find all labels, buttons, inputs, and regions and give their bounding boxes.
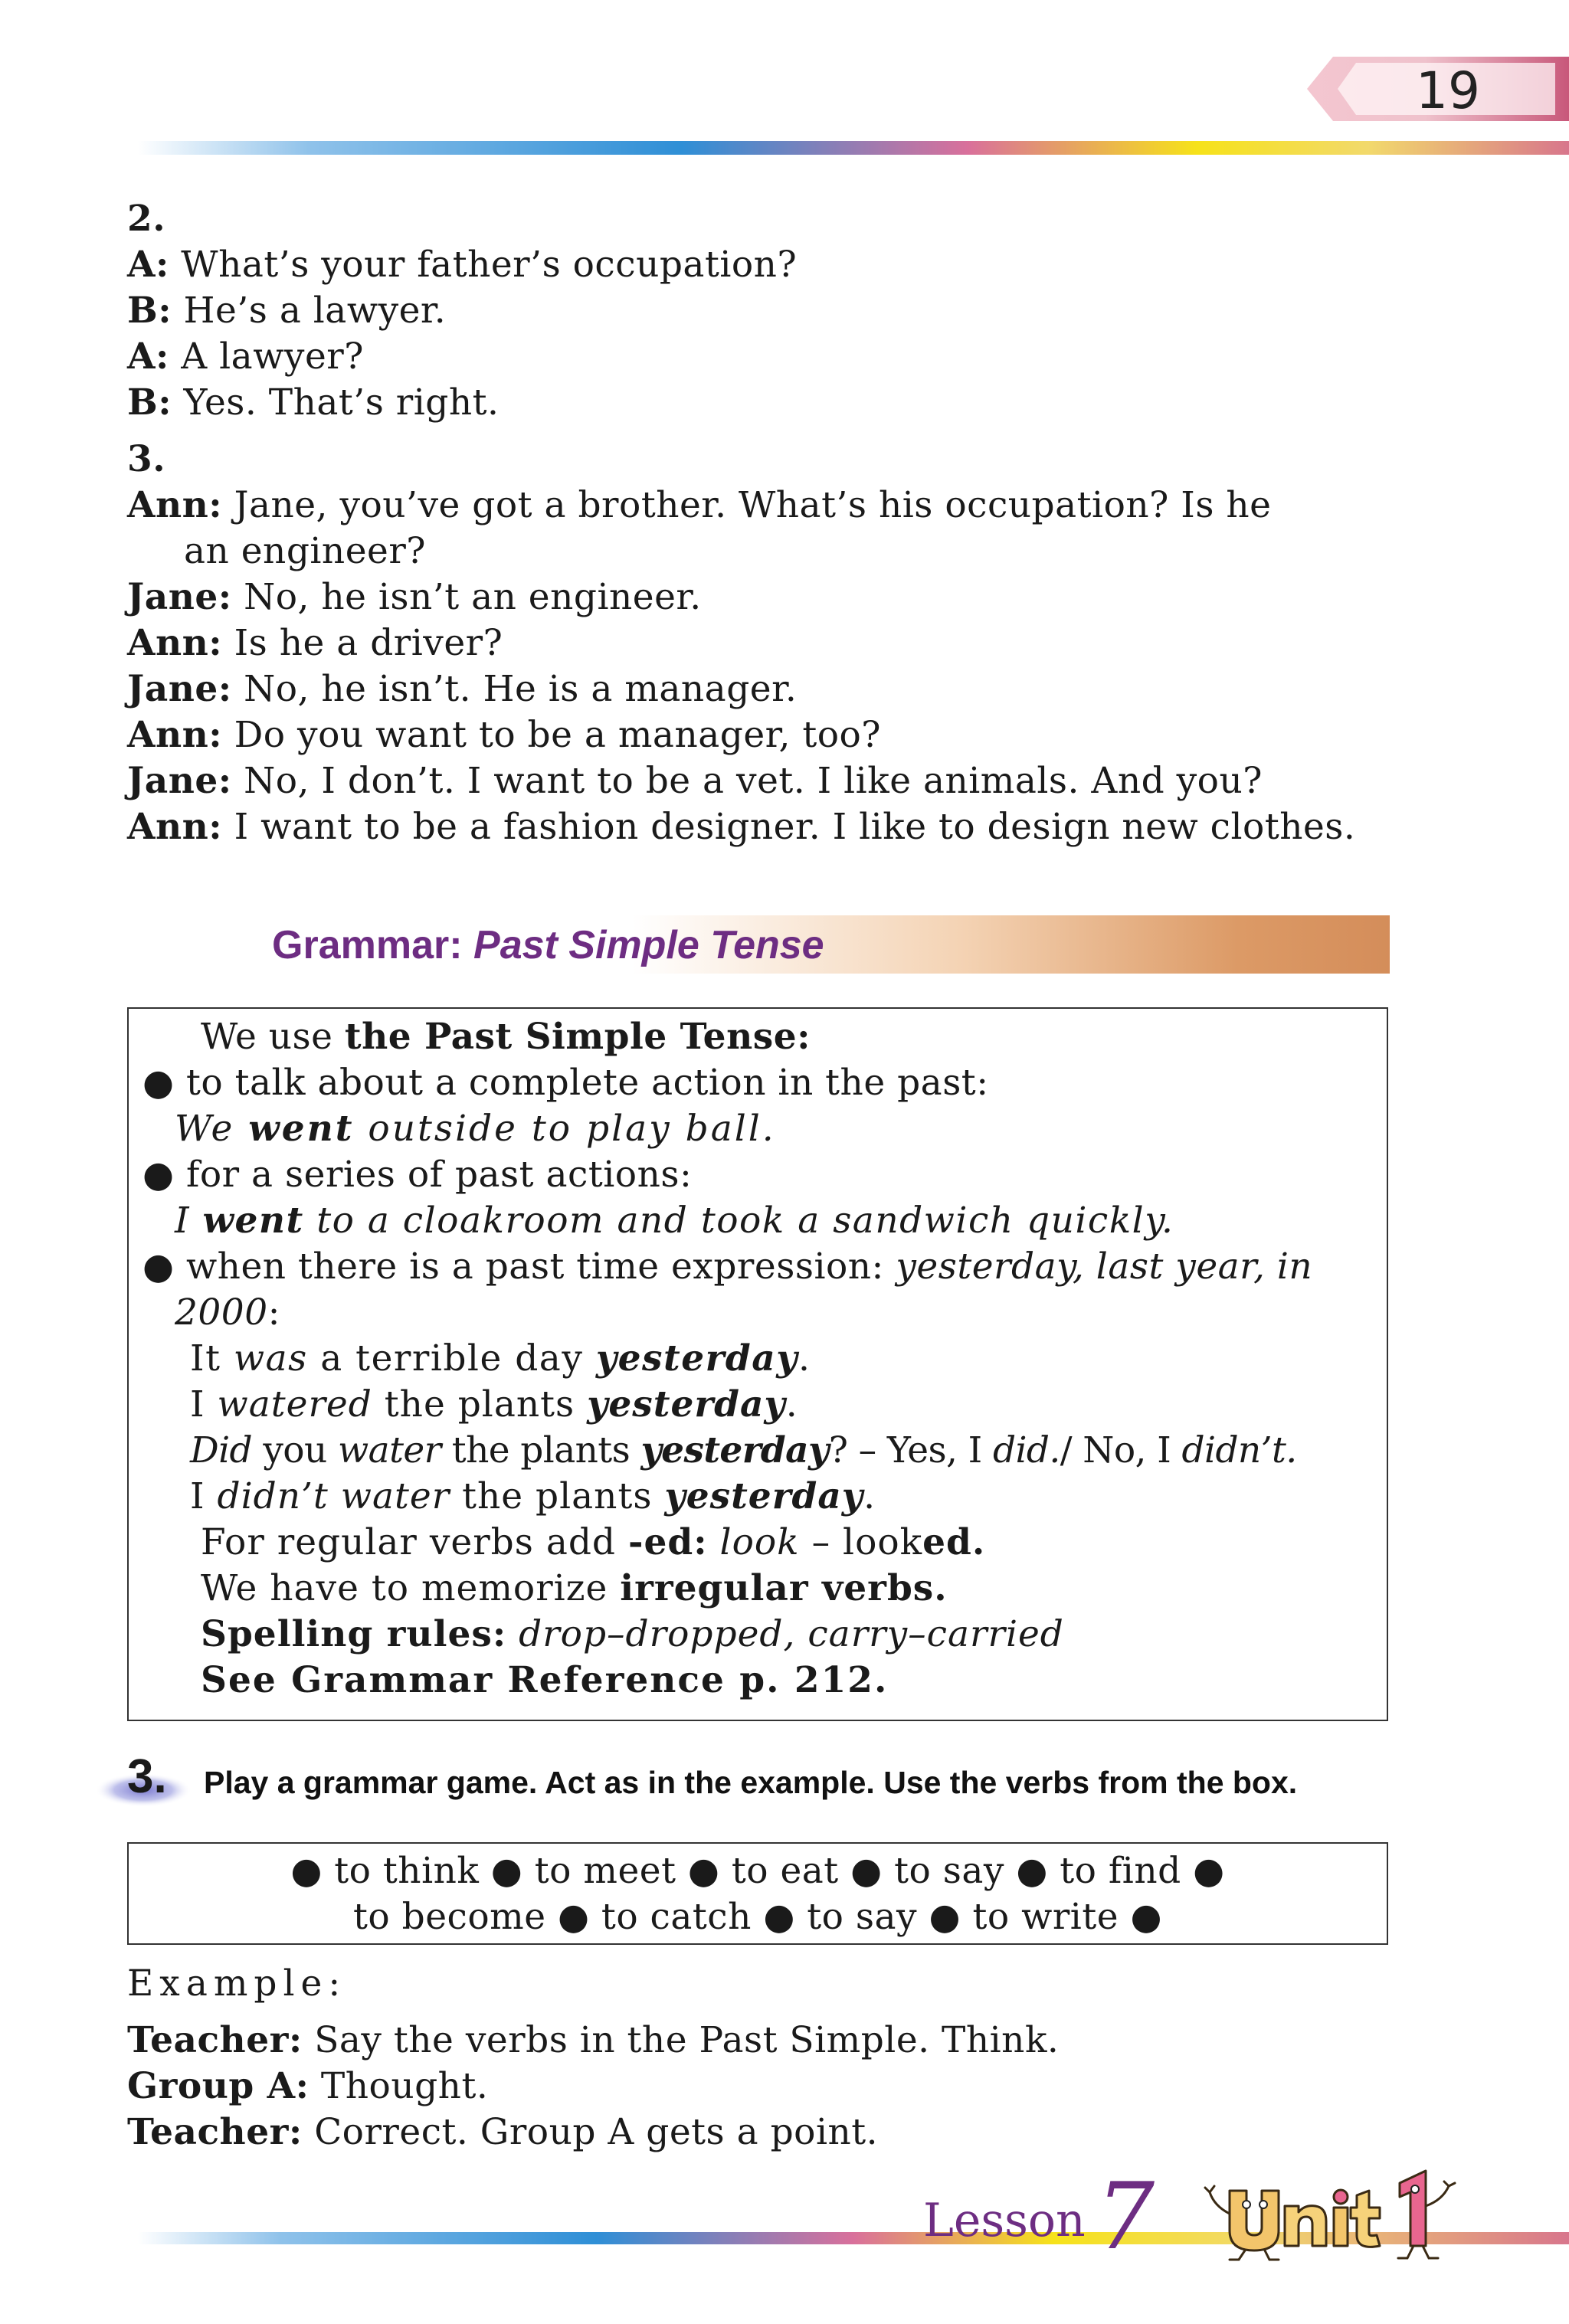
speaker: Ann: [127,484,223,526]
dialog-line [127,804,1355,850]
dialog-line [127,666,797,712]
rule-example [175,1198,1174,1244]
ex-text-italic: watered [217,1383,372,1425]
utterance: Jane, you’ve got a brother. What’s his occupation? Is he [222,484,1272,526]
exercise-number: 3. [127,1750,167,1803]
rule-text: – look [799,1521,923,1563]
speaker: A: [127,244,169,286]
lesson-number: 7 [1096,2164,1155,2270]
rule-example [175,1106,776,1152]
speaker: Ann: [127,622,223,664]
speaker: Ann: [127,806,223,848]
verb-box [127,1842,1388,1945]
rule-text [708,1521,720,1563]
example-label: Example: [127,1962,347,2005]
dialog-line [127,242,797,288]
rule-text-bold: ed. [922,1521,986,1563]
speaker: Teacher: [127,2111,303,2153]
rule-bullet-1 [142,1060,989,1106]
dialog-line [127,288,446,334]
ex-text: . [785,1383,798,1425]
rule-text: For regular verbs add [201,1521,628,1563]
ex-time-expression: yesterday [664,1475,864,1517]
ex-text-italic: Did [190,1429,253,1471]
dialog-line [127,334,364,380]
utterance: No, I don’t. I want to be a vet. I like animals. And you? [231,760,1263,802]
ex-verb: went [202,1200,304,1242]
dialog-line [127,380,499,426]
utterance: an engineer? [184,530,426,572]
ex-text-italic: didn’t water [217,1475,450,1517]
dialog-line [127,483,1271,529]
rule-example [190,1336,811,1382]
ex-time-expression: yesterday [587,1383,786,1425]
utterance: Yes. That’s right. [172,381,500,424]
ex-text: outside to play ball. [354,1108,776,1150]
bullet-icon: ● [142,1062,175,1104]
ex-text: It [190,1337,234,1380]
rule-example [190,1428,1297,1474]
rule-spelling [201,1612,1064,1658]
example-line [127,2064,488,2110]
rule-bullet-3 [142,1244,1312,1290]
rule-text-bold: the Past Simple Tense: [344,1016,811,1058]
dialog-line [127,574,702,620]
page-number: 19 [1416,61,1480,120]
rule-text: when there is a past time expression: [174,1245,896,1288]
rule-text: to talk about a complete action in the past: [174,1062,989,1104]
ex-text-italic: didn’t. [1181,1429,1297,1471]
lesson-label [923,2164,1155,2270]
exercise-instruction: Play a grammar game. Act as in the example. Use the verbs from the box. [204,1765,1298,1800]
grammar-label: Grammar: [272,923,463,967]
speaker: Jane: [127,576,232,618]
ex-text: the plants [372,1383,588,1425]
rule-text: We have to memorize [201,1567,621,1609]
rule-text-italic: 2000 [175,1291,268,1334]
utterance: A lawyer? [169,336,364,378]
utterance: I want to be a fashion designer. I like to design new clothes. [222,806,1356,848]
top-rule [138,141,1569,155]
speaker: Jane: [127,668,232,710]
ex-text: a terrible day [307,1337,596,1380]
utterance: Say the verbs in the Past Simple. Think. [302,2019,1060,2061]
ex-text: I [190,1475,218,1517]
ex-text: to a cloakroom and took a sandwich quickly. [303,1200,1174,1242]
rule-text: for a series of past actions: [174,1154,693,1196]
ex-text: I [190,1383,218,1425]
utterance: Do you want to be a manager, too? [222,714,882,756]
rule-example [190,1382,798,1428]
example-line [127,2018,1059,2064]
ex-time-expression: yesterday [595,1337,799,1380]
ex-text: ? – Yes, I [828,1429,993,1471]
rule-bullet-2 [142,1152,692,1198]
ex-text-italic: water [338,1429,441,1471]
ex-text-italic: was [233,1337,308,1380]
utterance: No, he isn’t. He is a manager. [231,668,798,710]
grammar-topic: Past Simple Tense [473,923,824,967]
dialog-number: 3. [127,438,166,480]
ex-text: / No, I [1060,1429,1182,1471]
speaker: A: [127,336,169,378]
dialog-line [184,529,426,574]
utterance: Is he a driver? [222,622,503,664]
rule-text-italic: drop–dropped, carry–carried [506,1613,1064,1655]
grammar-reference: See Grammar Reference p. 212. [201,1659,889,1701]
rule-text: : [267,1291,280,1334]
dialog-line [127,758,1263,804]
bullet-icon: ● [142,1154,175,1196]
rule-text-bold: Spelling rules: [201,1613,507,1655]
ex-text: We [175,1108,249,1150]
ex-text: you [252,1429,339,1471]
ex-text: the plants [441,1429,641,1471]
lesson-word: Lesson [923,2194,1086,2247]
utterance: Correct. Group A gets a point. [302,2111,879,2153]
rule-text-italic: yesterday, last year, in [896,1245,1313,1288]
rule-bullet-3-cont [175,1290,280,1336]
rule-text-bold: -ed: [627,1521,708,1563]
rule-intro [201,1014,811,1060]
example-line [127,2110,878,2155]
utterance: No, he isn’t an engineer. [231,576,702,618]
dialog-line [127,620,503,666]
speaker: Ann: [127,714,223,756]
utterance: What’s your father’s occupation? [169,244,798,286]
utterance: He’s a lawyer. [172,290,447,332]
grammar-title [272,918,824,972]
rule-irregular-verbs [201,1566,948,1612]
rule-text-bold: irregular verbs. [620,1567,948,1609]
rule-text-italic: look [719,1521,800,1563]
ex-text: . [798,1337,811,1380]
ex-text-italic: did. [992,1429,1060,1471]
grammar-rule-box [127,1007,1388,1721]
rule-text: We use [201,1016,345,1058]
speaker: B: [127,290,172,332]
rule-regular-verbs [201,1520,985,1566]
rule-example [190,1474,876,1520]
unit-logo-icon [1199,2160,1459,2263]
ex-text: the plants [450,1475,665,1517]
speaker: B: [127,381,172,424]
verb-list-line: to become ● to catch ● to say ● to write ● [353,1896,1162,1938]
verb-list-line: ● to think ● to meet ● to eat ● to say ● to find ● [290,1850,1225,1892]
dialog-line [127,712,881,758]
dialog-number: 2. [127,198,166,240]
ex-verb: went [248,1108,355,1150]
speaker: Jane: [127,760,232,802]
ex-time-expression: yesterday [640,1429,829,1471]
utterance: Thought. [309,2065,489,2107]
bullet-icon: ● [142,1245,175,1288]
ex-text: I [175,1200,203,1242]
ex-text: . [863,1475,876,1517]
speaker: Teacher: [127,2019,303,2061]
speaker: Group A: [127,2065,310,2107]
